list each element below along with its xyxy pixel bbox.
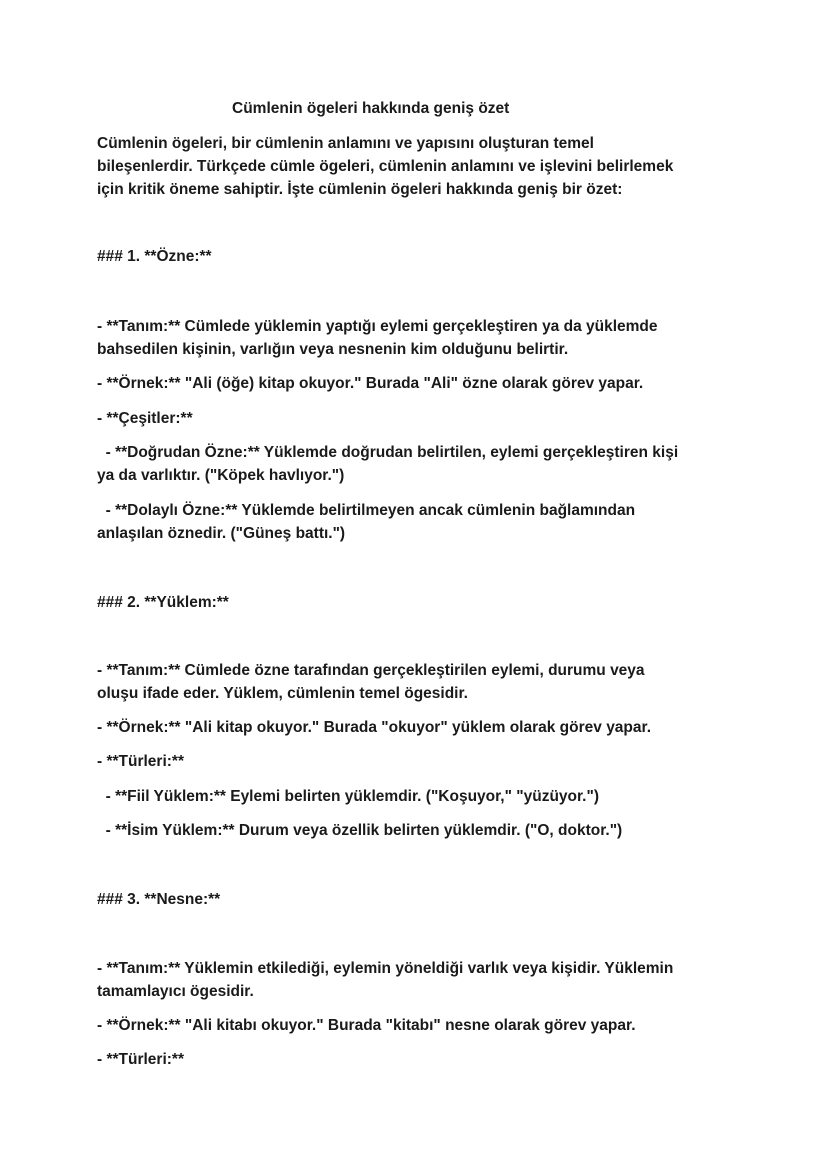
section-1-type-1-line-1: - **Doğrudan Özne:** Yüklemde doğrudan belirtilen, eylemi gerçekleştiren kişi <box>97 444 679 461</box>
section-3-example: - **Örnek:** "Ali kitabı okuyor." Burada "kitabı" nesne olarak görev yapar. <box>97 1017 636 1034</box>
section-1-heading: ### 1. **Özne:** <box>97 248 212 265</box>
section-2-heading: ### 2. **Yüklem:** <box>97 594 229 611</box>
section-2-definition-line-2: oluşu ifade eder. Yüklem, cümlenin temel ögesidir. <box>97 685 468 702</box>
section-3-heading: ### 3. **Nesne:** <box>97 891 221 908</box>
intro-line-3: için kritik öneme sahiptir. İşte cümlenin ögeleri hakkında geniş bir özet: <box>97 181 623 198</box>
section-2-definition-line-1: - **Tanım:** Cümlede özne tarafından gerçekleştirilen eylemi, durumu veya <box>97 662 645 679</box>
section-2-type-1: - **Fiil Yüklem:** Eylemi belirten yüklemdir. ("Koşuyor," "yüzüyor.") <box>97 788 600 805</box>
section-2-example: - **Örnek:** "Ali kitap okuyor." Burada "okuyor" yüklem olarak görev yapar. <box>97 719 652 736</box>
section-1-definition-line-1: - **Tanım:** Cümlede yüklemin yaptığı eylemi gerçekleştiren ya da yüklemde <box>97 318 658 335</box>
section-3-definition-line-1: - **Tanım:** Yüklemin etkilediği, eylemin yöneldiği varlık veya kişidir. Yüklemin <box>97 960 674 977</box>
section-1-type-2-line-1: - **Dolaylı Özne:** Yüklemde belirtilmeyen ancak cümlenin bağlamından <box>97 502 636 519</box>
section-1-definition-line-2: bahsedilen kişinin, varlığın veya nesnenin kim olduğunu belirtir. <box>97 341 569 358</box>
section-1-types-label: - **Çeşitler:** <box>97 410 193 427</box>
intro-line-1: Cümlenin ögeleri, bir cümlenin anlamını ve yapısını oluşturan temel <box>97 135 594 152</box>
intro-line-2: bileşenlerdir. Türkçede cümle ögeleri, cümlenin anlamını ve işlevini belirlemek <box>97 158 674 175</box>
document-title: Cümlenin ögeleri hakkında geniş özet <box>232 100 510 117</box>
section-2-type-2: - **İsim Yüklem:** Durum veya özellik belirten yüklemdir. ("O, doktor.") <box>97 822 623 839</box>
section-1-example: - **Örnek:** "Ali (öğe) kitap okuyor." Burada "Ali" özne olarak görev yapar. <box>97 375 644 392</box>
section-1-type-2-line-2: anlaşılan öznedir. ("Güneş battı.") <box>97 525 346 542</box>
section-2-types-label: - **Türleri:** <box>97 753 184 770</box>
section-1-type-1-line-2: ya da varlıktır. ("Köpek havlıyor.") <box>97 467 345 484</box>
section-3-types-label: - **Türleri:** <box>97 1051 184 1068</box>
section-3-definition-line-2: tamamlayıcı ögesidir. <box>97 983 254 1000</box>
